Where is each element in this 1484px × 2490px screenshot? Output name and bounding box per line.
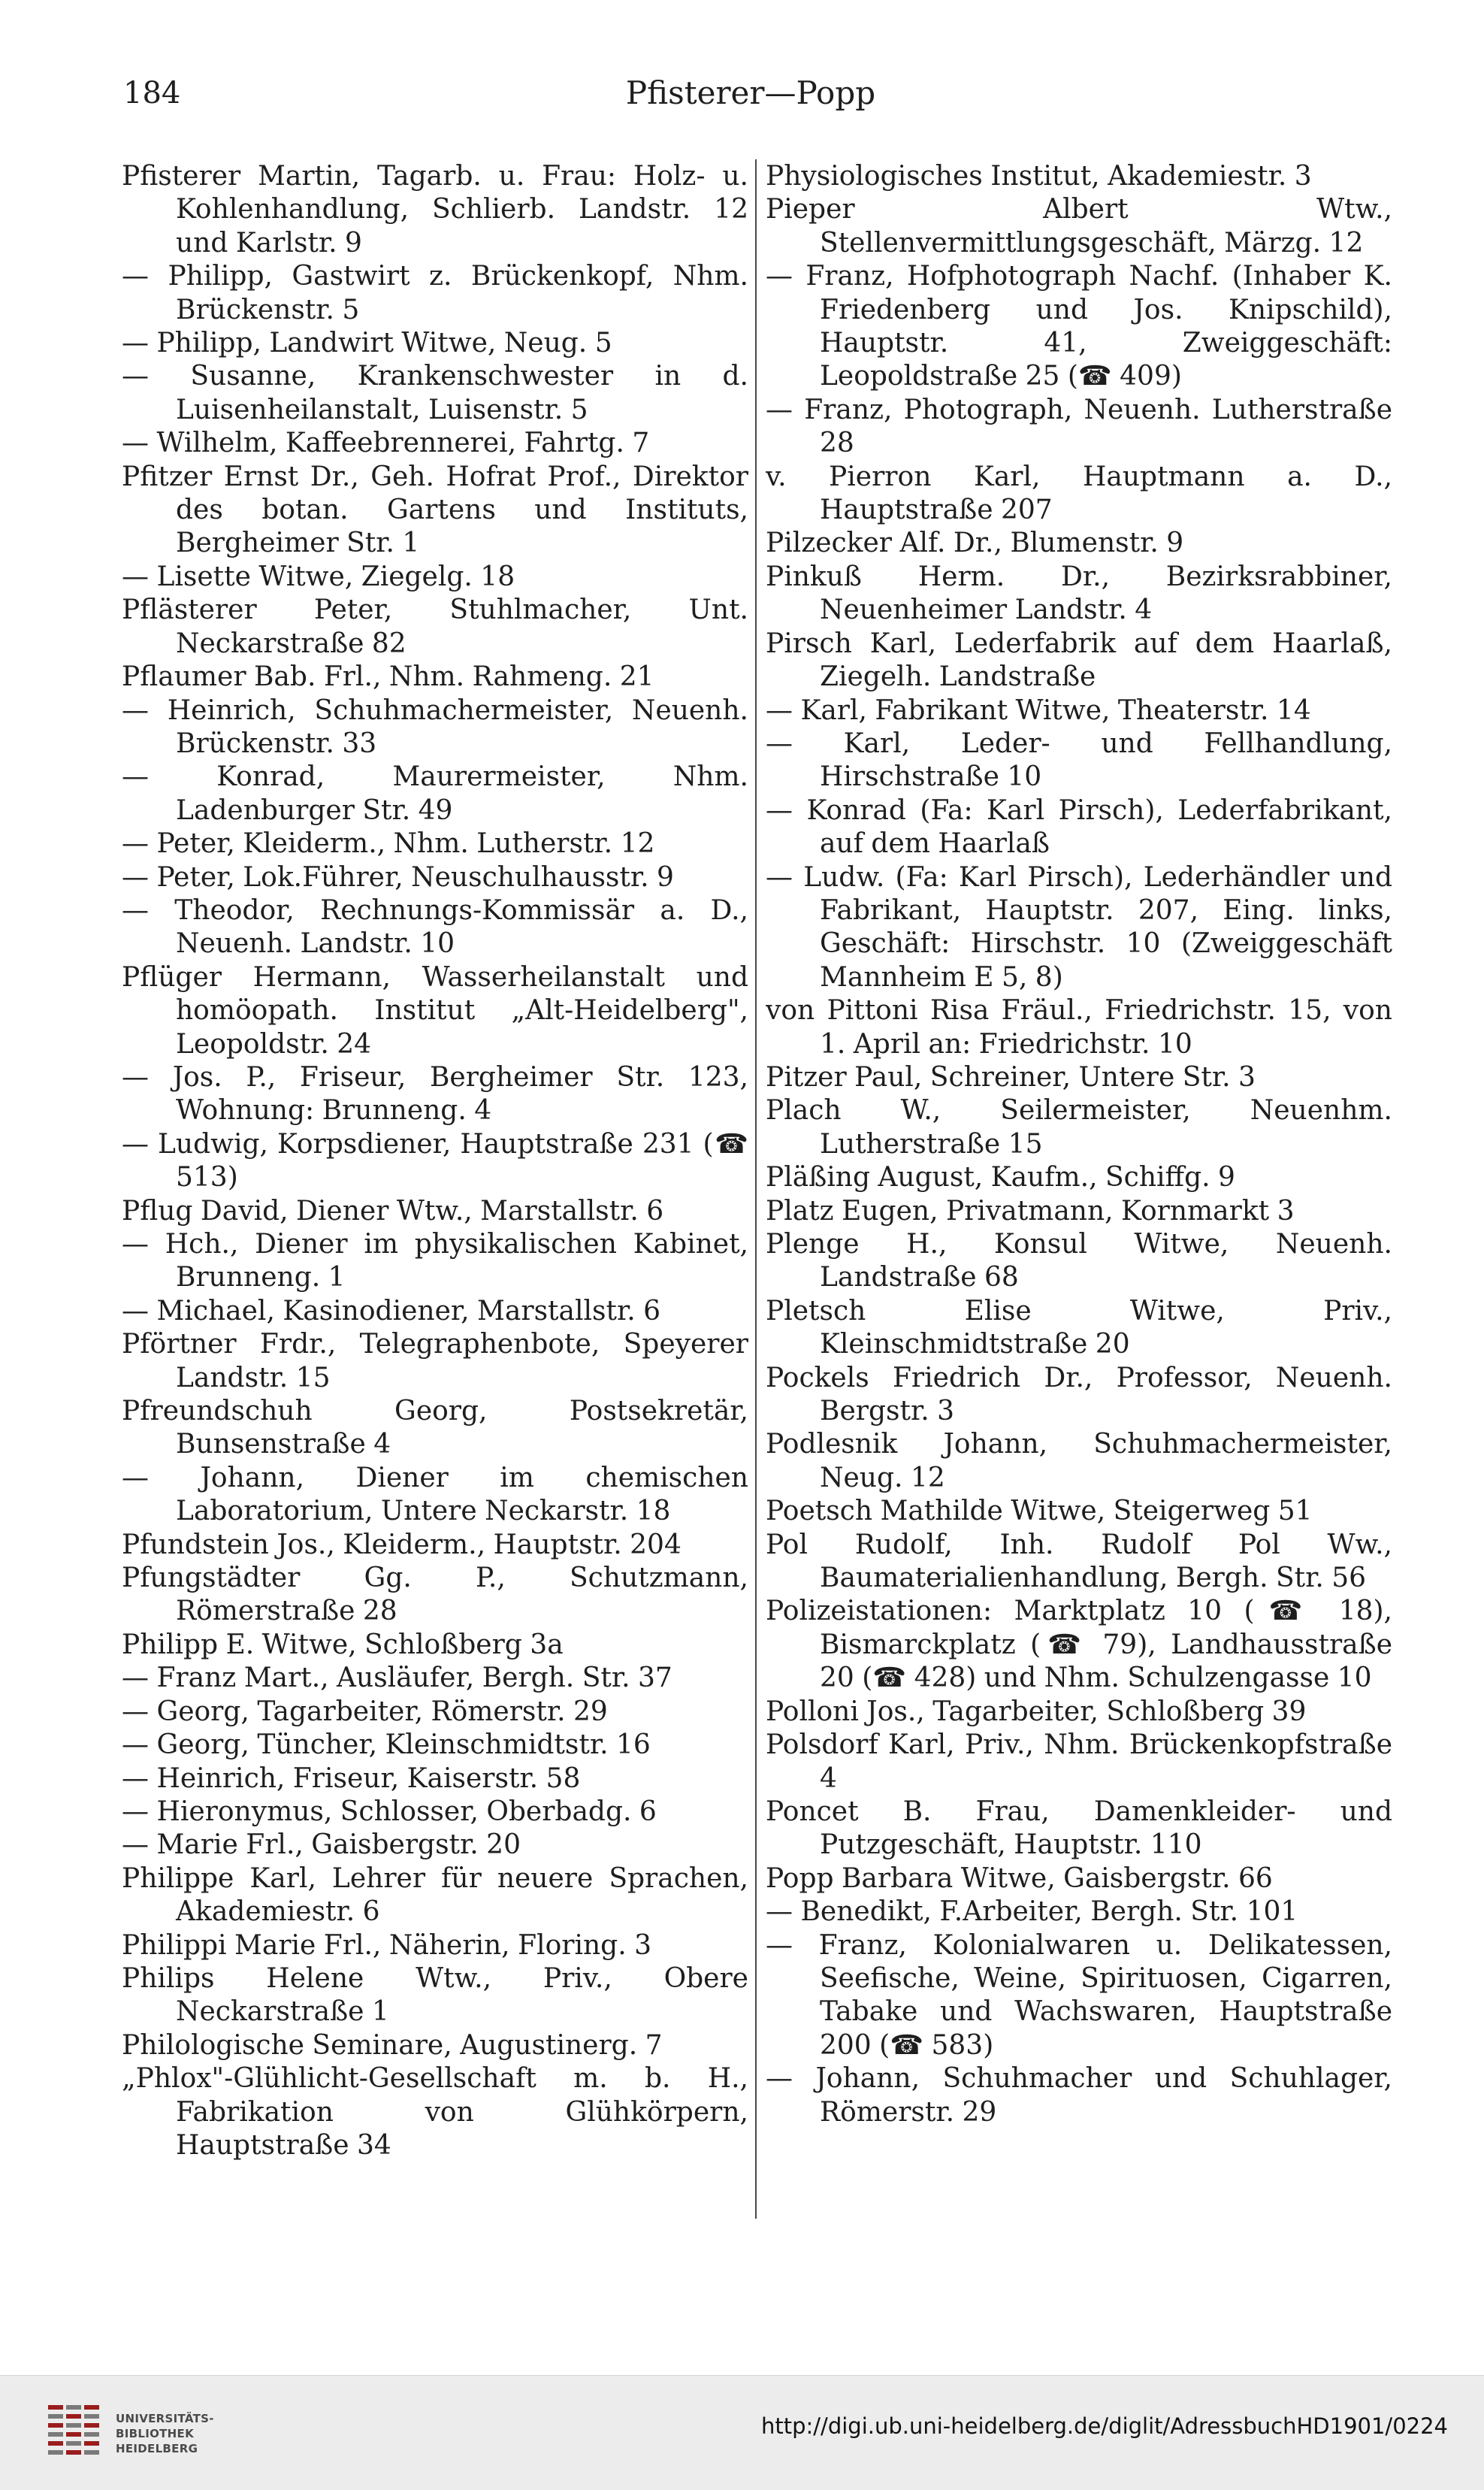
directory-entry: Plenge H., Konsul Witwe, Neuenh. Landstraße 68 (766, 1229, 1392, 1293)
directory-entry: Pfungstädter Gg. P., Schutzmann, Römerstraße 28 (122, 1563, 748, 1627)
directory-entry: — Jos. P., Friseur, Bergheimer Str. 123, Wohnung: Brunneng. 4 (122, 1061, 748, 1127)
directory-entry: Pirsch Karl, Lederfabrik auf dem Haarlaß, Ziegelh. Landstraße (766, 628, 1392, 693)
library-name (116, 2411, 214, 2456)
directory-entry: Plach W., Seilermeister, Neuenhm. Lutherstraße 15 (766, 1095, 1392, 1160)
left-column (122, 160, 748, 2257)
directory-entry: Pitzer Paul, Schreiner, Untere Str. 3 (766, 1061, 1256, 1093)
right-column (766, 160, 1392, 2257)
directory-entry: — Theodor, Rechnungs-Kommissär a. D., Neuenh. Landstr. 10 (122, 894, 748, 960)
running-head: Pfisterer—Popp (625, 74, 876, 111)
directory-entry: — Karl, Fabrikant Witwe, Theaterstr. 14 (766, 694, 1311, 726)
directory-entry: Pförtner Frdr., Telegraphenbote, Speyerer Landstr. 15 (122, 1329, 748, 1393)
directory-entry: Philologische Seminare, Augustinerg. 7 (122, 2029, 663, 2061)
directory-entry: Pol Rudolf, Inh. Rudolf Pol Ww., Baumaterialienhandlung, Bergh. Str. 56 (766, 1529, 1392, 1594)
directory-entry: — Heinrich, Friseur, Kaiserstr. 58 (122, 1762, 581, 1794)
directory-entry: Pletsch Elise Witwe, Priv., Kleinschmidtstraße 20 (766, 1295, 1392, 1360)
directory-entry: — Heinrich, Schuhmachermeister, Neuenh. Brückenstr. 33 (122, 694, 748, 759)
directory-entry: Philipp E. Witwe, Schloßberg 3a (122, 1629, 564, 1660)
directory-entry: — Peter, Kleiderm., Nhm. Lutherstr. 12 (122, 828, 655, 860)
directory-entry: — Franz, Hofphotograph Nachf. (Inhaber K. Friedenberg und Jos. Knipschild), Hauptstr. 41, Zweiggeschäft: Leopoldstraße 25 (☎ 409) (766, 261, 1392, 392)
directory-entry: — Susanne, Krankenschwester in d. Luisenheilanstalt, Luisenstr. 5 (122, 361, 748, 425)
directory-entry: — Ludwig, Korpsdiener, Hauptstraße 231 (☎ 513) (122, 1128, 748, 1194)
directory-entry: Pfitzer Ernst Dr., Geh. Hofrat Prof., Direktor des botan. Gartens und Instituts, Bergheimer Str. 1 (122, 461, 748, 559)
directory-entry: Philips Helene Wtw., Priv., Obere Neckarstraße 1 (122, 1962, 748, 2028)
directory-entry: — Franz, Kolonialwaren u. Delikatessen, Seefische, Weine, Spirituosen, Cigarren, Tabake und Wachswaren, Hauptstraße 200 (☎ 583) (766, 1929, 1392, 2061)
directory-entry: Pieper Albert Wtw., Stellenvermittlungsgeschäft, Märzg. 12 (766, 194, 1392, 259)
directory-entry: Philippi Marie Frl., Näherin, Floring. 3 (122, 1929, 651, 1961)
page-number: 184 (123, 76, 181, 110)
directory-entry: — Franz Mart., Ausläufer, Bergh. Str. 37 (122, 1663, 672, 1694)
directory-entry: Poncet B. Frau, Damenkleider- und Putzgeschäft, Hauptstr. 110 (766, 1796, 1392, 1861)
directory-entry: — Konrad (Fa: Karl Pirsch), Lederfabrikant, auf dem Haarlaß (766, 794, 1392, 860)
directory-entry: Platz Eugen, Privatmann, Kornmarkt 3 (766, 1195, 1295, 1227)
directory-entry: — Johann, Schuhmacher und Schuhlager, Römerstr. 29 (766, 2063, 1392, 2128)
directory-entry: — Philipp, Landwirt Witwe, Neug. 5 (122, 328, 612, 359)
directory-entry: — Benedikt, F.Arbeiter, Bergh. Str. 101 (766, 1896, 1298, 1928)
directory-entry: Pfundstein Jos., Kleiderm., Hauptstr. 204 (122, 1529, 682, 1560)
directory-entry: Pfreundschuh Georg, Postsekretär, Bunsenstraße 4 (122, 1396, 748, 1460)
directory-entry: Popp Barbara Witwe, Gaisbergstr. 66 (766, 1862, 1273, 1894)
directory-entry: — Marie Frl., Gaisbergstr. 20 (122, 1829, 521, 1861)
page-header (123, 71, 1378, 124)
directory-entry: v. Pierron Karl, Hauptmann a. D., Hauptstraße 207 (766, 461, 1392, 526)
footer-bar (0, 2375, 1484, 2490)
directory-entry: Pläßing August, Kaufm., Schiffg. 9 (766, 1162, 1235, 1194)
library-name-line: BIBLIOTHEK (116, 2427, 194, 2440)
directory-entry: Pinkuß Herm. Dr., Bezirksrabbiner, Neuenheimer Landstr. 4 (766, 561, 1392, 626)
directory-entry: Polizeistationen: Marktplatz 10 (☎ 18), Bismarckplatz (☎ 79), Landhausstraße 20 (☎ 428) und Nhm. Schulzengasse 10 (766, 1596, 1392, 1694)
directory-entry: Pflug David, Diener Wtw., Marstallstr. 6 (122, 1195, 664, 1227)
directory-entry: „Phlox"-Glühlicht-Gesellschaft m. b. H., Fabrikation von Glühkörpern, Hauptstraße 34 (122, 2063, 748, 2161)
directory-entry: Podlesnik Johann, Schuhmachermeister, Neug. 12 (766, 1429, 1392, 1493)
directory-entry: Pflüger Hermann, Wasserheilanstalt und homöopath. Institut „Alt-Heidelberg", Leopoldstr. 24 (122, 961, 748, 1060)
directory-entry: — Lisette Witwe, Ziegelg. 18 (122, 561, 515, 592)
directory-entry: — Wilhelm, Kaffeebrennerei, Fahrtg. 7 (122, 428, 650, 459)
directory-entry: — Georg, Tüncher, Kleinschmidtstr. 16 (122, 1729, 651, 1761)
directory-entry: Pockels Friedrich Dr., Professor, Neuenh. Bergstr. 3 (766, 1362, 1392, 1427)
directory-entry: Pflaumer Bab. Frl., Nhm. Rahmeng. 21 (122, 661, 654, 693)
directory-entry: Polloni Jos., Tagarbeiter, Schloßberg 39 (766, 1696, 1307, 1727)
directory-entry: Pfisterer Martin, Tagarb. u. Frau: Holz- u. Kohlenhandlung, Schlierb. Landstr. 12 und Karlstr. 9 (122, 161, 748, 259)
directory-entry: — Michael, Kasinodiener, Marstallstr. 6 (122, 1295, 660, 1327)
directory-entry: — Konrad, Maurermeister, Nhm. Ladenburger Str. 49 (122, 761, 748, 826)
column-divider (755, 159, 757, 2219)
directory-entry: — Philipp, Gastwirt z. Brückenkopf, Nhm. Brückenstr. 5 (122, 261, 748, 325)
directory-entry: — Hieronymus, Schlosser, Oberbadg. 6 (122, 1796, 657, 1827)
directory-entry: Polsdorf Karl, Priv., Nhm. Brückenkopfstraße 4 (766, 1729, 1392, 1794)
directory-entry: Pflästerer Peter, Stuhlmacher, Unt. Neckarstraße 82 (122, 595, 748, 659)
directory-entry: — Ludw. (Fa: Karl Pirsch), Lederhändler und Fabrikant, Hauptstr. 207, Eing. links, Geschäft: Hirschstr. 10 (Zweiggeschäft Mannheim E 5, 8) (766, 861, 1392, 993)
directory-entry: — Karl, Leder- und Fellhandlung, Hirschstraße 10 (766, 728, 1392, 793)
library-name-line: HEIDELBERG (116, 2442, 198, 2455)
university-library-logo-icon (47, 2404, 101, 2464)
directory-entry: — Georg, Tagarbeiter, Römerstr. 29 (122, 1696, 608, 1727)
directory-entry: — Peter, Lok.Führer, Neuschulhausstr. 9 (122, 861, 674, 893)
library-name-line: UNIVERSITÄTS- (116, 2412, 214, 2425)
directory-entry: — Johann, Diener im chemischen Laboratorium, Untere Neckarstr. 18 (122, 1462, 748, 1527)
directory-entry: — Franz, Photograph, Neuenh. Lutherstraße 28 (766, 394, 1392, 459)
directory-entry: von Pittoni Risa Fräul., Friedrichstr. 15, von 1. April an: Friedrichstr. 10 (766, 995, 1392, 1060)
directory-entry: Pilzecker Alf. Dr., Blumenstr. 9 (766, 528, 1184, 559)
directory-entry: Philippe Karl, Lehrer für neuere Sprachen, Akademiestr. 6 (122, 1862, 748, 1928)
directory-entry: Physiologisches Institut, Akademiestr. 3 (766, 161, 1312, 192)
library-logo[interactable] (47, 2401, 302, 2468)
directory-entry: — Hch., Diener im physikalischen Kabinet, Brunneng. 1 (122, 1229, 748, 1293)
directory-entry: Poetsch Mathilde Witwe, Steigerweg 51 (766, 1496, 1313, 1527)
source-url-link[interactable]: http://digi.ub.uni-heidelberg.de/diglit/AdressbuchHD1901/0224 (760, 2413, 1448, 2439)
